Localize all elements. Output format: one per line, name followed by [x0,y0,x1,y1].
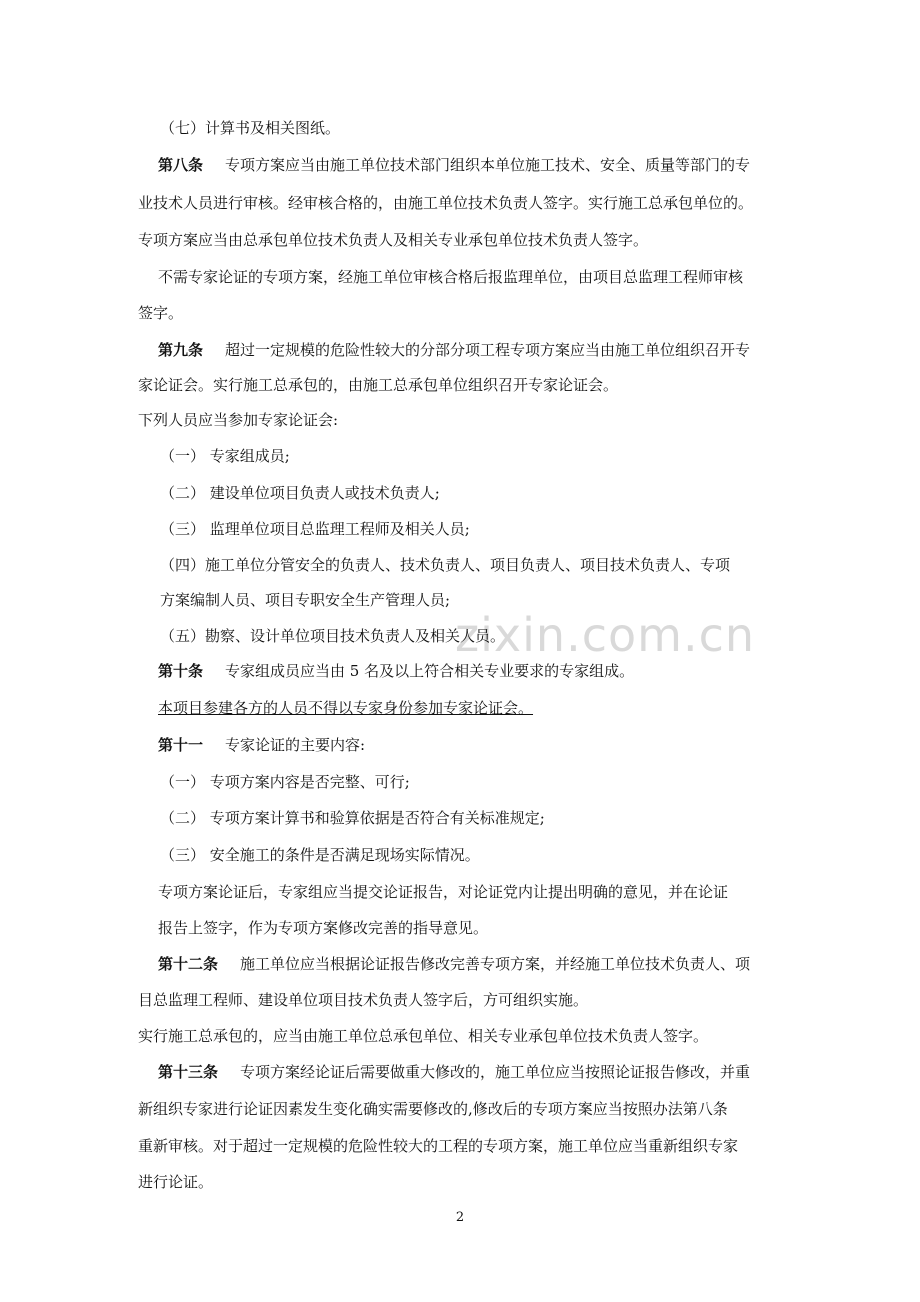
article-9-item-4-line-2: 方案编制人员、项目专职安全生产管理人员; [160,591,451,609]
article-9-line-1 [158,340,920,360]
article-13-title: 第十三条 [158,1063,219,1081]
article-13-text-1: 专项方案经论证后需要做重大修改的，施工单位应当按照论证报告修改，并重 [240,1063,751,1081]
article-11-line-1 [158,735,920,755]
article-9-item-5: （五）勘察、设计单位项目技术负责人及相关人员。 [160,627,506,645]
item-seven: （七）计算书及相关图纸。 [160,119,341,137]
article-13-line-3: 重新审核。对于超过一定规模的危险性较大的工程的专项方案，施工单位应当重新组织专家 [138,1137,739,1155]
article-10-title: 第十条 [158,662,204,680]
article-10-underlined-text: 本项目参建各方的人员不得以专家身份参加专家论证会。 [158,699,534,717]
article-13-line-2: 新组织专家进行论证因素发生变化确实需要修改的,修改后的专项方案应当按照办法第八条 [138,1100,728,1118]
article-8-line-1 [158,155,920,175]
article-11-text-1: 专家论证的主要内容: [225,736,366,754]
article-9-item-2: （二） 建设单位项目负责人或技术负责人; [160,484,440,502]
article-13-line-4: 进行论证。 [138,1173,214,1191]
article-9-item-4-line-1: （四）施工单位分管安全的负责人、技术负责人、项目负责人、项目技术负责人、专项 [160,556,731,574]
article-12-line-2: 目总监理工程师、建设单位项目技术负责人签字后，方可组织实施。 [138,991,589,1009]
article-9-text-1: 超过一定规模的危险性较大的分部分项工程专项方案应当由施工单位组织召开专 [225,341,751,359]
article-10-para-2 [158,698,920,718]
article-11-item-2: （二） 专项方案计算书和验算依据是否符合有关标准规定; [160,809,545,827]
article-12-para-2: 实行施工总承包的，应当由施工单位总承包单位、相关专业承包单位技术负责人签字。 [138,1027,709,1045]
article-8-para-2-line-1: 不需专家论证的专项方案，经施工单位审核合格后报监理单位，由项目总监理工程师审核 [158,268,744,286]
article-8-title: 第八条 [158,156,204,174]
article-10-line-1 [158,661,920,681]
page-number: 2 [455,1210,465,1225]
article-8-text-1: 专项方案应当由施工单位技术部门组织本单位施工技术、安全、质量等部门的专 [225,156,751,174]
article-11-item-3: （三） 安全施工的条件是否满足现场实际情况。 [160,846,480,864]
article-9-item-3: （三） 监理单位项目总监理工程师及相关人员; [160,520,470,538]
article-8-line-2: 业技术人员进行审核。经审核合格的，由施工单位技术负责人签字。实行施工总承包单位的。 [138,194,754,212]
article-8-para-2-line-2: 签字。 [138,304,184,322]
article-10-text-1: 专家组成员应当由 5 名及以上符合相关专业要求的专家组成。 [225,662,635,680]
article-11-title: 第十一 [158,736,204,754]
article-11-item-1: （一） 专项方案内容是否完整、可行; [160,773,410,791]
article-9-line-2: 家论证会。实行施工总承包的，由施工总承包单位组织召开专家论证会。 [138,376,619,394]
article-12-line-1 [158,954,920,974]
article-11-para-2-line-2: 报告上签字，作为专项方案修改完善的指导意见。 [158,919,489,937]
article-9-para-2: 下列人员应当参加专家论证会: [138,411,339,429]
article-9-title: 第九条 [158,341,204,359]
article-12-text-1: 施工单位应当根据论证报告修改完善专项方案，并经施工单位技术负责人、项 [240,955,751,973]
article-11-para-2-line-1: 专项方案论证后，专家组应当提交论证报告，对论证党内让提出明确的意见，并在论证 [158,883,729,901]
article-9-item-1: （一） 专家组成员; [160,447,290,465]
article-13-line-1 [158,1062,920,1082]
article-8-line-3: 专项方案应当由总承包单位技术负责人及相关专业承包单位技术负责人签字。 [138,231,649,249]
article-12-title: 第十二条 [158,955,219,973]
watermark: zixin.com.cn [455,608,756,662]
